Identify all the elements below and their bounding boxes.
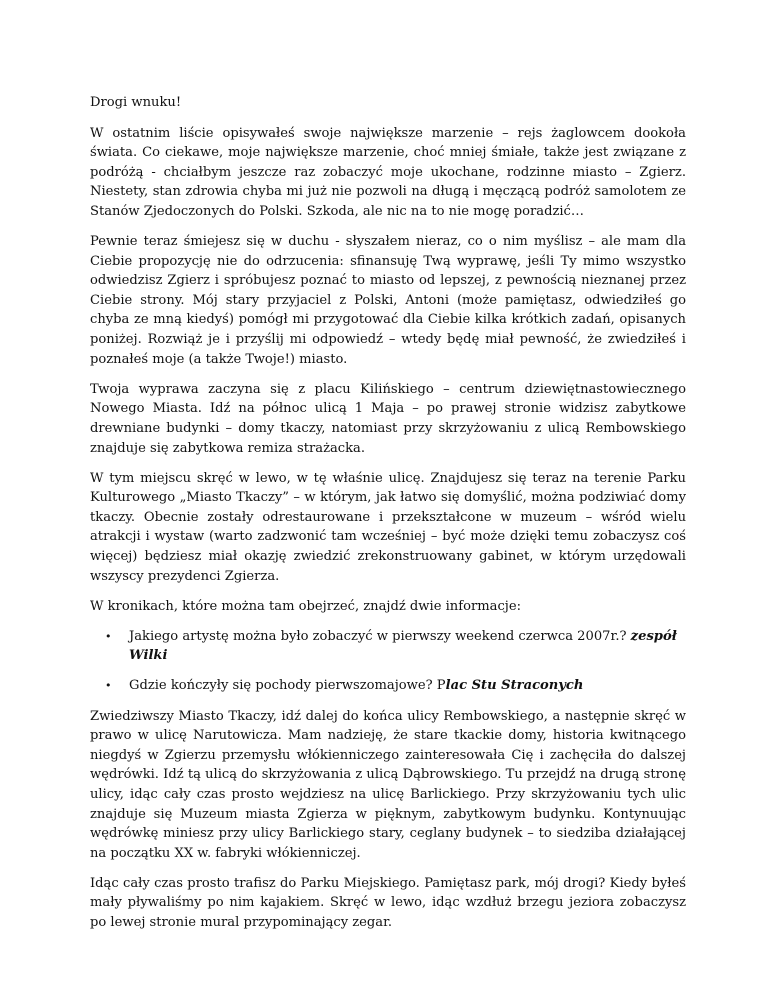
- paragraph-start-route: Twoja wyprawa zaczyna się z placu Kilińskiego – centrum dziewiętnastowiecznego Nowego Miasta. Idź na północ ulicą 1 Maja – po prawej stronie widzisz zabytkowe drewniane budynki – domy tkaczy, natomiast przy skrzyżowaniu z ulicą Rembowskiego znajduje się zabytkowa remiza strażacka.: [90, 381, 686, 456]
- greeting: Drogi wnuku!: [90, 95, 182, 110]
- paragraph-city-park: Idąc cały czas prosto trafisz do Parku Miejskiego. Pamiętasz park, mój drogi? Kiedy byłeś mały pływaliśmy po nim kajakiem. Skręć w lewo, idąc wzdłuż brzegu jeziora zobaczysz po lewej stronie mural przypominający zegar.: [90, 875, 686, 930]
- bullet-icon: •: [105, 629, 112, 643]
- question-text: Jakiego artystę można było zobaczyć w pierwszy weekend czerwca 2007r.?: [129, 628, 631, 644]
- paragraph-proposal: Pewnie teraz śmiejesz się w duchu - słyszałem nieraz, co o nim myślisz – ale mam dla Ciebie propozycję nie do odrzucenia: sfinansuję Twą wyprawę, jeśli Ty mimo wszystko odwiedzisz Zgierz i spróbujesz poznać to miasto od lepszej, z pewnością nieznanej przez Ciebie strony. Mój stary przyjaciel z Polski, Antoni (może pamiętasz, odwiedziłeś go chyba ze mną kiedyś) pomógł mi przygotować dla Ciebie kilka krótkich zadań, opisanych poniżej. Rozwiąż je i przyślij mi odpowiedź – wtedy będę miał pewność, że zwiedziłeś i poznałeś moje (a także Twoje!) miasto.: [90, 234, 686, 367]
- paragraph-museum-route: Zwiedziwszy Miasto Tkaczy, idź dalej do końca ulicy Rembowskiego, a następnie skręć w prawo w ulicę Narutowicza. Mam nadzieję, że stare tkackie domy, historia kwitnącego niegdyś w Zgierzu przemysłu włókienniczego zainteresowała Cię i zachęciła do dalszej wędrówki. Idź tą ulicą do skrzyżowania z ulicą Dąbrowskiego. Tu przejdź na drugą stronę ulicy, idąc cały czas prosto wejdziesz na ulicę Barlickiego. Przy skrzyżowaniu tych ulic znajduje się Muzeum miasta Zgierza w pięknym, zabytkowym budynku. Kontynuując wędrówkę miniesz przy ulicy Barlickiego stary, ceglany budynek – to siedziba działającej na początku XX w. fabryki włókienniczej.: [90, 708, 686, 861]
- letter-page: [90, 93, 686, 943]
- question-item-artist: [90, 627, 686, 666]
- answer-prefix: P: [436, 678, 446, 694]
- paragraph-weavers-park: W tym miejscu skręć w lewo, w tę właśnie ulicę. Znajdujesz się teraz na terenie Parku Kulturowego „Miasto Tkaczy” – w którym, jak łatwo się domyślić, można podziwiać domy tkaczy. Obecnie zostały odrestaurowane i przekształcone w muzeum – wśród wielu atrakcji i wystaw (warto zadzwonić tam wcześniej – być może dzięki temu zobaczysz coś więcej) będziesz miał okazję zwiedzić zrekonstruowany gabinet, w którym urzędowali wszyscy prezydenci Zgierza.: [90, 470, 686, 584]
- question-item-may-parade: [90, 676, 686, 696]
- question-text: Gdzie kończyły się pochody pierwszomajowe?: [129, 678, 437, 694]
- answer-text: zespół Wilki: [129, 628, 677, 664]
- paragraph-dream: W ostatnim liście opisywałeś swoje największe marzenie – rejs żaglowcem dookoła świata. Co ciekawe, moje największe marzenie, choć mniej śmiałe, także jest związane z podróżą - chciałbym jeszcze raz zobaczyć moje ukochane, rodzinne miasto – Zgierz. Niestety, stan zdrowia chyba mi już nie pozwoli na długą i męczącą podróż samolotem ze Stanów Zjedoczonych do Polski. Szkoda, ale nic na to nie mogę poradzić…: [90, 125, 686, 219]
- answer-text: lac Stu Straconych: [445, 678, 584, 694]
- question-list: [90, 627, 686, 696]
- bullet-icon: •: [105, 679, 112, 693]
- paragraph-chronicles-intro: W kronikach, które można tam obejrzeć, znajdź dwie informacje:: [90, 598, 521, 614]
